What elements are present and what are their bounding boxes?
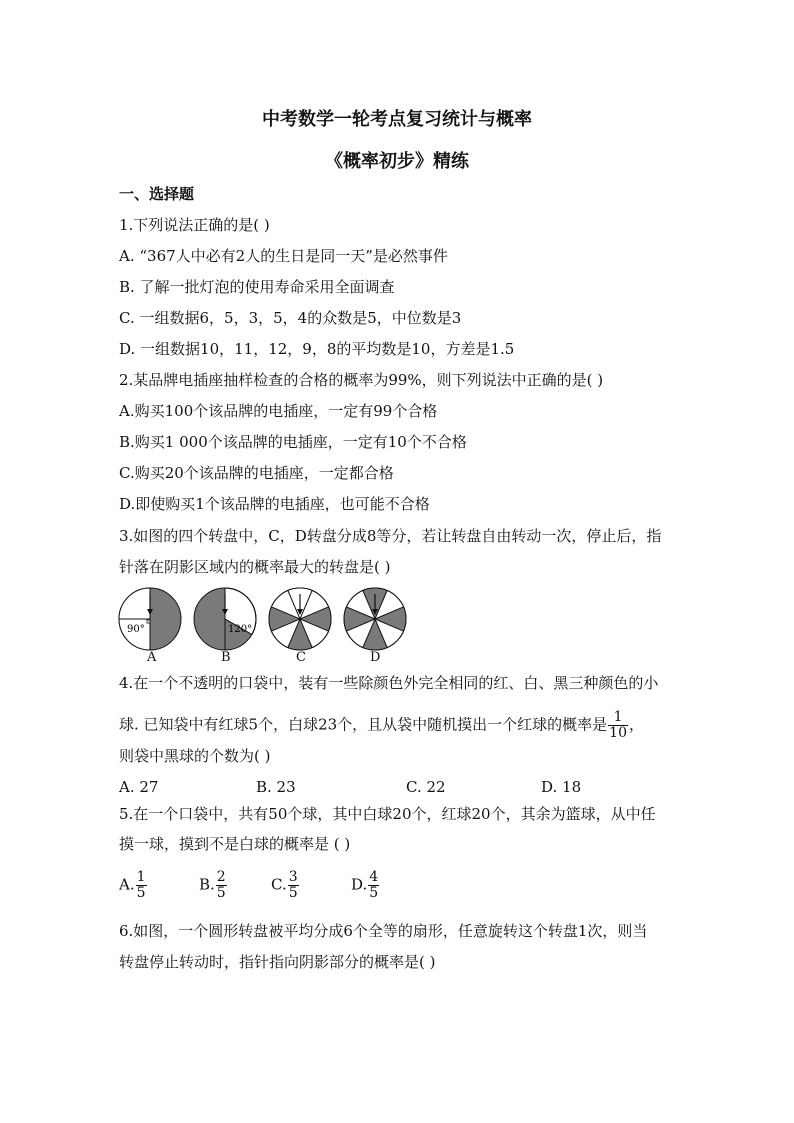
page-subtitle: 《概率初步》精练 xyxy=(325,151,469,172)
angle-label-a: 90° xyxy=(127,624,145,635)
q2-option-c: C.购买20个该品牌的电插座，一定都合格 xyxy=(119,464,394,482)
q3-line2: 针落在阴影区域内的概率最大的转盘是( ) xyxy=(119,558,391,576)
q5-b-num: 2 xyxy=(216,869,226,885)
q5-option-c-letter: C. xyxy=(271,875,287,894)
q5-option-b xyxy=(199,870,228,901)
q4-option-b: B. 23 xyxy=(256,778,296,796)
spinner-c xyxy=(269,588,331,650)
q6-line1: 6.如图，一个圆形转盘被平均分成6个全等的扇形，任意旋转这个转盘1次，则当 xyxy=(119,922,648,940)
q5-option-b-frac xyxy=(216,870,227,901)
q1-option-a: A. “367人中必有2人的生日是同一天”是必然事件 xyxy=(119,247,448,265)
q5-a-num: 1 xyxy=(136,869,146,885)
q5-line1: 5.在一个口袋中，共有50个球，其中白球20个，红球20个，其余为篮球，从中任 xyxy=(119,805,656,823)
q2-option-b: B.购买1 000个该品牌的电插座，一定有10个不合格 xyxy=(119,433,467,451)
q2-option-d: D.即使购买1个该品牌的电插座，也可能不合格 xyxy=(119,495,430,513)
spinner-d xyxy=(344,588,406,650)
q1-option-c: C. 一组数据6，5，3，5，4的众数是5，中位数是3 xyxy=(119,309,462,327)
spinner-b xyxy=(194,588,256,650)
q4-line3: 则袋中黑球的个数为( ) xyxy=(119,747,271,765)
q4-line1: 4.在一个不透明的口袋中，装有一些除颜色外完全相同的红、白、黑三种颜色的小 xyxy=(119,674,659,692)
q5-option-c-frac xyxy=(288,870,299,901)
q4-line2 xyxy=(119,710,644,741)
q1-option-d: D. 一组数据10，11，12，9，8的平均数是10，方差是1.5 xyxy=(119,340,515,358)
section-heading: 一、选择题 xyxy=(119,185,195,203)
q5-c-num: 3 xyxy=(288,869,298,885)
q5-option-d xyxy=(351,870,380,901)
q1-option-b: B. 了解一批灯泡的使用寿命采用全面调查 xyxy=(119,278,395,296)
q5-option-d-letter: D. xyxy=(351,875,368,894)
q5-b-den: 5 xyxy=(216,885,226,901)
spinner-label-d: D xyxy=(370,650,381,665)
q4-option-c: C. 22 xyxy=(406,778,446,796)
angle-label-b: 120° xyxy=(228,624,253,635)
q3-spinner-figure xyxy=(117,586,417,666)
spinner-a xyxy=(119,588,181,650)
q5-c-den: 5 xyxy=(288,885,298,901)
q5-a-den: 5 xyxy=(136,885,146,901)
q5-options xyxy=(119,862,419,906)
q3-line1: 3.如图的四个转盘中，C，D转盘分成8等分，若让转盘自由转动一次，停止后，指 xyxy=(119,527,662,545)
q4-option-d: D. 18 xyxy=(541,778,582,796)
q6-line2: 转盘停止转动时，指针指向阴影部分的概率是( ) xyxy=(119,953,436,971)
q5-line2: 摸一球，摸到不是白球的概率是 ( ) xyxy=(119,835,351,853)
spinner-label-c: C xyxy=(296,650,306,665)
q5-d-den: 5 xyxy=(369,885,379,901)
q5-option-a-letter: A. xyxy=(119,875,135,894)
q5-option-a xyxy=(119,870,148,901)
q4-line2-tail: ， xyxy=(629,715,645,734)
q4-fraction xyxy=(608,710,628,741)
page-title: 中考数学一轮考点复习统计与概率 xyxy=(262,109,532,130)
q4-fraction-den: 10 xyxy=(609,725,627,741)
q5-option-c xyxy=(271,870,300,901)
spinner-label-a: A xyxy=(147,650,157,665)
q4-line2-text: 球. 已知袋中有红球5个，白球23个，且从袋中随机摸出一个红球的概率是 xyxy=(119,715,608,734)
q5-option-a-frac xyxy=(136,870,147,901)
q2-stem: 2.某品牌电插座抽样检查的合格的概率为99%，则下列说法中正确的是( ) xyxy=(119,371,604,389)
q4-fraction-num: 1 xyxy=(608,710,628,726)
q5-d-num: 4 xyxy=(369,869,379,885)
spinner-label-b: B xyxy=(221,650,231,665)
q5-option-b-letter: B. xyxy=(199,875,215,894)
q4-option-a: A. 27 xyxy=(119,778,159,796)
q5-option-d-frac xyxy=(368,870,379,901)
q2-option-a: A.购买100个该品牌的电插座，一定有99个合格 xyxy=(119,402,438,420)
q1-stem: 1.下列说法正确的是( ) xyxy=(119,216,270,234)
